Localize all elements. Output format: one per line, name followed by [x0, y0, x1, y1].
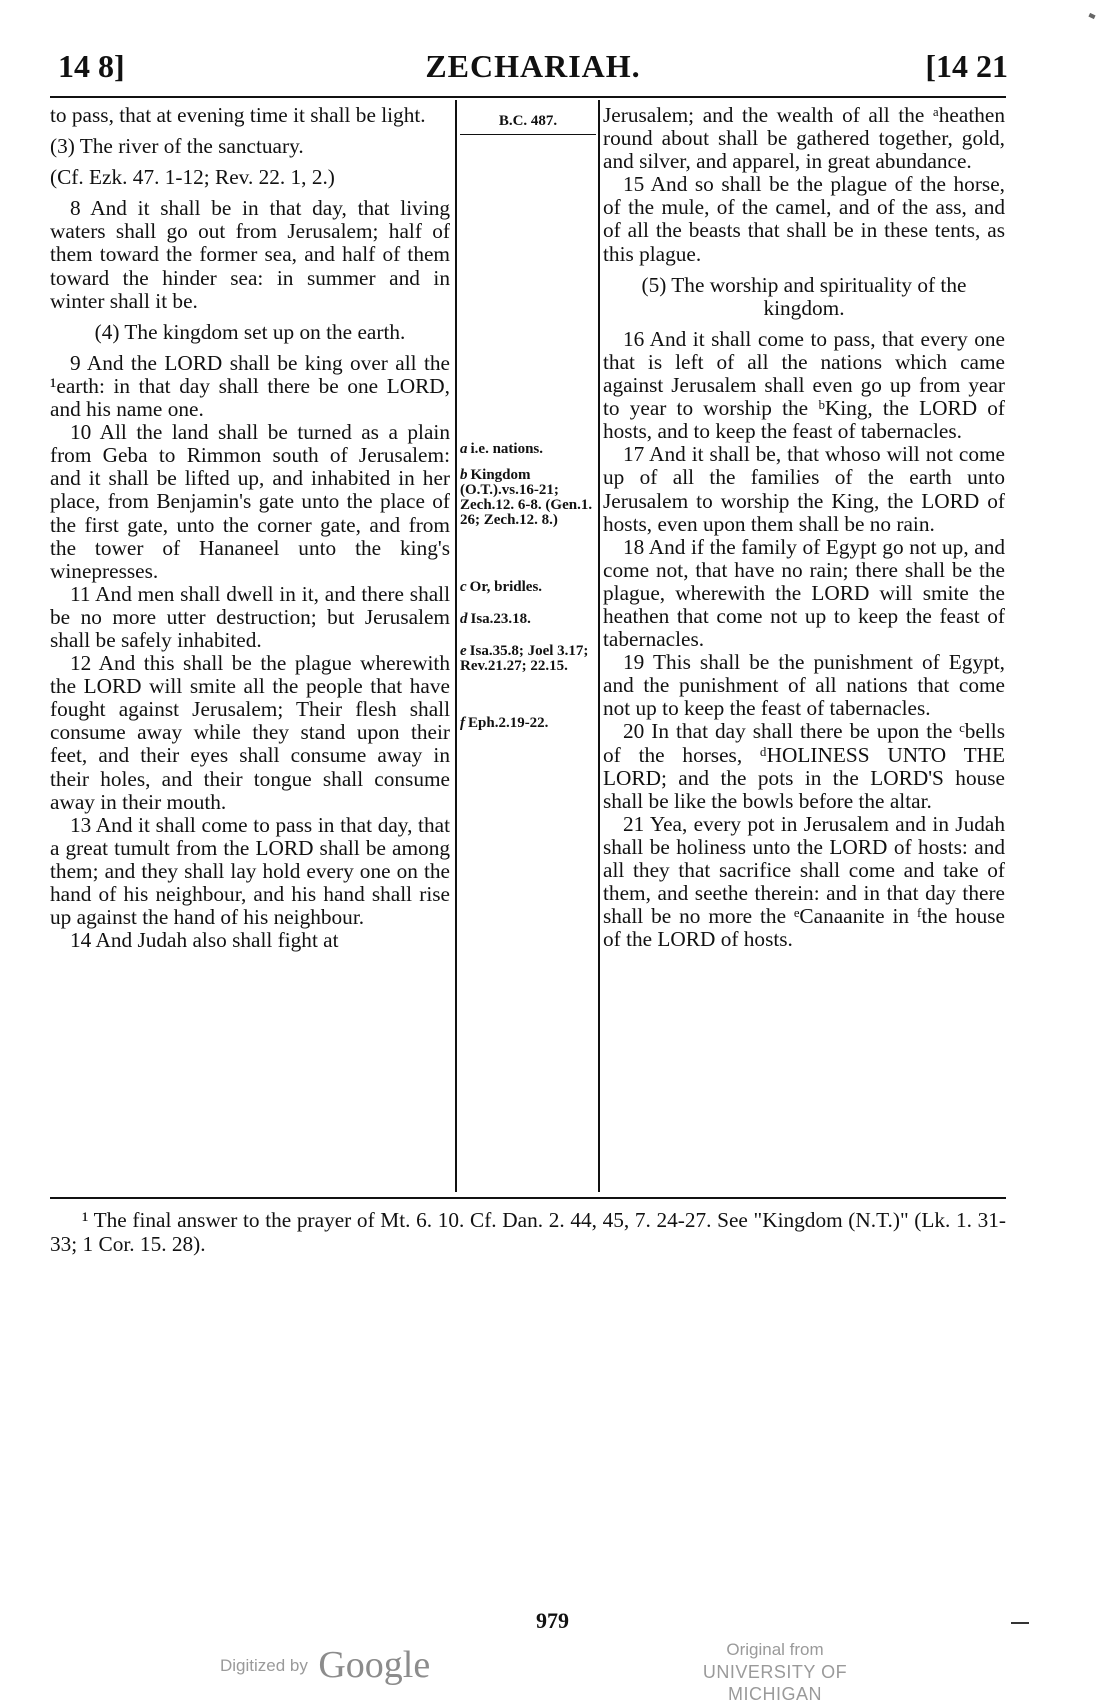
verse: 17 And it shall be, that whoso will not come up of all the families of the earth unto Jerusalem to worship the King, the LORD of hosts, even upon them shall be no rain. [603, 442, 1005, 536]
margin-note-c: c Or, bridles. [460, 579, 543, 595]
scan-speck [1088, 13, 1095, 19]
margin-date: B.C. 487. [498, 113, 558, 129]
verse: 18 And if the family of Egypt go not up, and come not, that have no rain; there shall be the plague, wherewith the LORD will smite the heathen that come not up to keep the feast of tabernacles. [603, 534, 1005, 652]
verse: 16 And it shall come to pass, that every one that is left of all the nations which came against Jerusalem shall even go up from year to year to worship the ᵇKing, the LORD of hosts, and to keep the feast of tabernacles. [603, 326, 1005, 444]
header-chapter-verse-start: 14 8] [58, 48, 125, 84]
section-heading: (5) The worship and spirituality of the kingdom. [641, 272, 967, 320]
cross-reference: (Cf. Ezk. 47. 1-12; Rev. 22. 1, 2.) [50, 165, 335, 190]
column-divider-right [598, 100, 600, 1192]
right-text-column [603, 104, 1005, 951]
margin-note-e: e Isa.35.8; Joel 3.17; Rev.21.27; 22.15. [460, 643, 589, 674]
header-rule [50, 96, 1006, 98]
margin-note-d: d Isa.23.18. [460, 611, 531, 627]
margin-note-a: a i.e. nations. [460, 441, 544, 457]
book-title: ZECHARIAH. [425, 48, 641, 84]
left-text-column [50, 104, 450, 952]
footnote-rule [50, 1197, 1006, 1199]
verse: 21 Yea, every pot in Jerusalem and in Judah shall be holiness unto the LORD of hosts: and all they that sacrifice shall come and take of them, and seethe therein: and in that day there shall be no more the ᵉCanaanite in ᶠthe house of the LORD of hosts. [603, 811, 1005, 952]
verse: 9 And the LORD shall be king over all the ¹earth: in that day shall there be one LORD, and his name one. [50, 350, 450, 422]
margin-note-b: b Kingdom (O.T.).vs.16-21; Zech.12. 6-8. (Gen.1. 26; Zech.12. 8.) [460, 467, 593, 528]
verse: 8 And it shall be in that day, that living waters shall go out from Jerusalem; half of them toward the former sea, and half of them toward the hinder sea: in summer and in winter shall it be. [50, 196, 450, 313]
digitized-by-label: Digitized by [220, 1656, 308, 1675]
verse: 10 All the land shall be turned as a plain from Geba to Rimmon south of Jerusalem: and it shall be lifted up, and inhabited in her place, from Benjamin's gate unto the place of the first gate, unto the corner gate, and from the tower of Hananeel unto the king's winepresses. [50, 420, 450, 583]
verse: 15 And so shall be the plague of the horse, of the mule, of the camel, and of the ass, and of all the beasts that shall be in these tents, as this plague. [603, 172, 1005, 266]
verse: 14 And Judah also shall fight at [70, 928, 339, 953]
margin-note-f: f Eph.2.19-22. [460, 715, 549, 731]
university-label: UNIVERSITY OF MICHIGAN [702, 1662, 848, 1704]
verse: 11 And men shall dwell in it, and there shall be no more utter destruction; but Jerusalem shall be safely inhabited. [50, 581, 450, 652]
column-divider-left [455, 100, 457, 1192]
continued-text: to pass, that at evening time it shall be light. [50, 103, 426, 127]
verse: 13 And it shall come to pass in that day, that a great tumult from the LORD shall be among them; and they shall lay hold every one on the hand of his neighbour, and his hand shall rise up against the hand of his neighbour. [50, 812, 450, 930]
verse: 20 In that day shall there be upon the ᶜbells of the horses, ᵈHOLINESS UNTO THE LORD; and the pots in the LORD'S house shall be like the bowls before the altar. [603, 719, 1005, 813]
header-chapter-verse-end: [14 21 [925, 48, 1008, 84]
google-logo: Google [318, 1644, 431, 1686]
original-from-label: Original from [726, 1640, 824, 1659]
footnote: ¹ The final answer to the prayer of Mt. 6. 10. Cf. Dan. 2. 44, 45, 7. 24-27. See "Kingdom (N.T.)" (Lk. 1. 31-33; 1 Cor. 15. 28). [50, 1208, 1006, 1256]
page-header [58, 48, 1008, 90]
section-heading: (3) The river of the sanctuary. [50, 134, 304, 159]
margin-date-rule [460, 134, 596, 135]
verse: 19 This shall be the punishment of Egypt, and the punishment of all nations that come not up to keep the feast of tabernacles. [603, 650, 1005, 721]
section-heading: (4) The kingdom set up on the earth. [94, 319, 406, 344]
page-number: 979 [536, 1608, 569, 1633]
original-from-watermark [660, 1639, 890, 1705]
continued-text: Jerusalem; and the wealth of all the ᵃheathen round about shall be gathered together, gold, and silver, and apparel, in great abundance. [603, 103, 1005, 174]
verse: 12 And this shall be the plague wherewith the LORD will smite all the people that have fought against Jerusalem; Their flesh shall consume away while they stand upon their feet, and their eyes shall consume away in their holes, and their tongue shall consume away in their mouth. [50, 651, 450, 814]
edge-dash [1011, 1622, 1029, 1624]
digitized-by-watermark [220, 1643, 430, 1693]
